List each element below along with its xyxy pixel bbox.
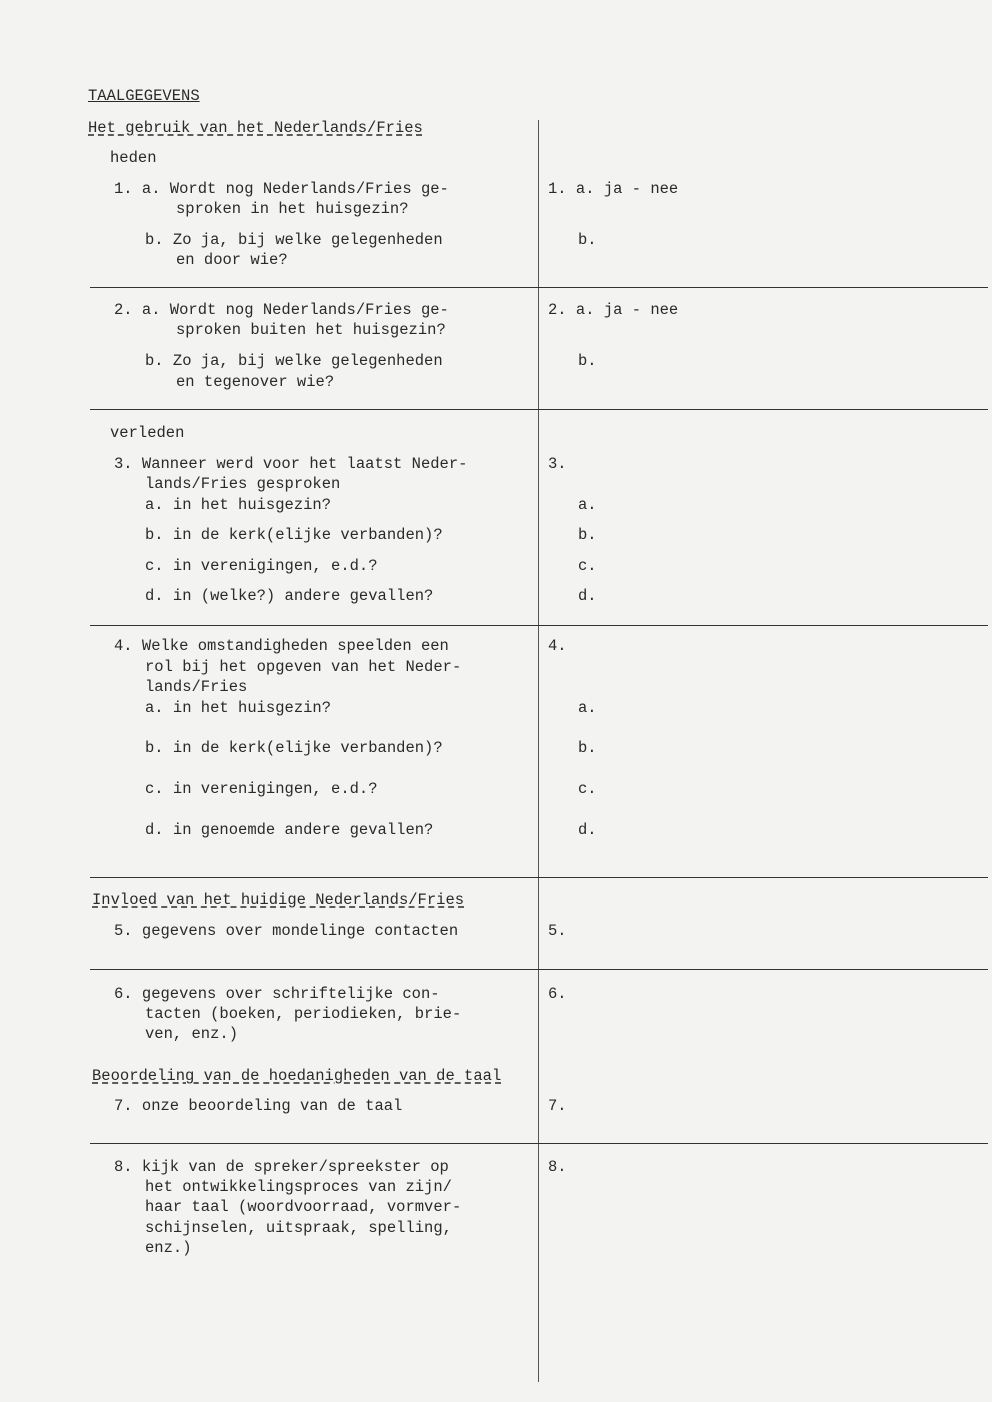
- q2-answer-b: b.: [578, 352, 597, 370]
- q4-line1: 4. Welke omstandigheden speelden een: [114, 637, 449, 655]
- q8-line5: enz.): [145, 1239, 192, 1257]
- q3-line1: 3. Wanneer werd voor het laatst Neder-: [114, 455, 468, 473]
- row-divider-5: [90, 969, 988, 970]
- q5-answer: 5.: [548, 922, 567, 940]
- q6-line3: ven, enz.): [145, 1025, 239, 1043]
- q7-text: 7. onze beoordeling van de taal: [114, 1097, 403, 1115]
- q1-answer-b: b.: [578, 231, 597, 249]
- q3-a: a. in het huisgezin?: [145, 496, 332, 514]
- q4-line2: rol bij het opgeven van het Neder-: [145, 658, 462, 676]
- q8-line2: het ontwikkelingsproces van zijn/: [145, 1178, 452, 1196]
- q2-b-line2: en tegenover wie?: [176, 373, 335, 391]
- row-divider-4: [90, 877, 988, 878]
- q5-text: 5. gegevens over mondelinge contacten: [114, 922, 459, 940]
- row-divider-1: [90, 287, 988, 288]
- q8-line1: 8. kijk van de spreker/spreekster op: [114, 1158, 449, 1176]
- q4-answer-d: d.: [578, 821, 597, 839]
- q7-answer: 7.: [548, 1097, 567, 1115]
- section-heading-invloed: Invloed van het huidige Nederlands/Fries: [92, 891, 465, 909]
- q4-answer-c: c.: [578, 780, 597, 798]
- q2-b-line1: b. Zo ja, bij welke gelegenheden: [145, 352, 443, 370]
- q2-a-line2: sproken buiten het huisgezin?: [176, 321, 446, 339]
- q8-line4: schijnselen, uitspraak, spelling,: [145, 1219, 452, 1237]
- q4-d: d. in genoemde andere gevallen?: [145, 821, 434, 839]
- q3-answer-a: a.: [578, 496, 597, 514]
- q6-line2: tacten (boeken, periodieken, brie-: [145, 1005, 462, 1023]
- page-title: TAALGEGEVENS: [88, 87, 200, 105]
- column-divider: [538, 120, 539, 1382]
- section-heading-gebruik: Het gebruik van het Nederlands/Fries: [88, 119, 423, 137]
- q4-c: c. in verenigingen, e.d.?: [145, 780, 378, 798]
- q4-answer: 4.: [548, 637, 567, 655]
- q2-answer-a: 2. a. ja - nee: [548, 301, 679, 319]
- q3-line2: lands/Fries gesproken: [145, 475, 341, 493]
- q4-line3: lands/Fries: [145, 678, 248, 696]
- q1-a-line2: sproken in het huisgezin?: [176, 200, 409, 218]
- q3-answer-d: d.: [578, 587, 597, 605]
- subheading-verleden: verleden: [110, 424, 185, 442]
- q8-answer: 8.: [548, 1158, 567, 1176]
- q3-answer-b: b.: [578, 526, 597, 544]
- section-heading-beoordeling: Beoordeling van de hoedanigheden van de taal: [92, 1067, 502, 1085]
- q4-b: b. in de kerk(elijke verbanden)?: [145, 739, 443, 757]
- q4-answer-a: a.: [578, 699, 597, 717]
- q3-answer-c: c.: [578, 557, 597, 575]
- subheading-heden: heden: [110, 149, 157, 167]
- q3-b: b. in de kerk(elijke verbanden)?: [145, 526, 443, 544]
- row-divider-2: [90, 409, 988, 410]
- q1-b-line1: b. Zo ja, bij welke gelegenheden: [145, 231, 443, 249]
- q1-b-line2: en door wie?: [176, 251, 288, 269]
- row-divider-3: [90, 625, 988, 626]
- q3-c: c. in verenigingen, e.d.?: [145, 557, 378, 575]
- q8-line3: haar taal (woordvoorraad, vormver-: [145, 1198, 462, 1216]
- row-divider-6: [90, 1143, 988, 1144]
- q4-a: a. in het huisgezin?: [145, 699, 332, 717]
- q3-d: d. in (welke?) andere gevallen?: [145, 587, 434, 605]
- q3-answer: 3.: [548, 455, 567, 473]
- q6-answer: 6.: [548, 985, 567, 1003]
- q1-a-line1: 1. a. Wordt nog Nederlands/Fries ge-: [114, 180, 449, 198]
- q2-a-line1: 2. a. Wordt nog Nederlands/Fries ge-: [114, 301, 449, 319]
- q1-answer-a: 1. a. ja - nee: [548, 180, 679, 198]
- q4-answer-b: b.: [578, 739, 597, 757]
- q6-line1: 6. gegevens over schriftelijke con-: [114, 985, 440, 1003]
